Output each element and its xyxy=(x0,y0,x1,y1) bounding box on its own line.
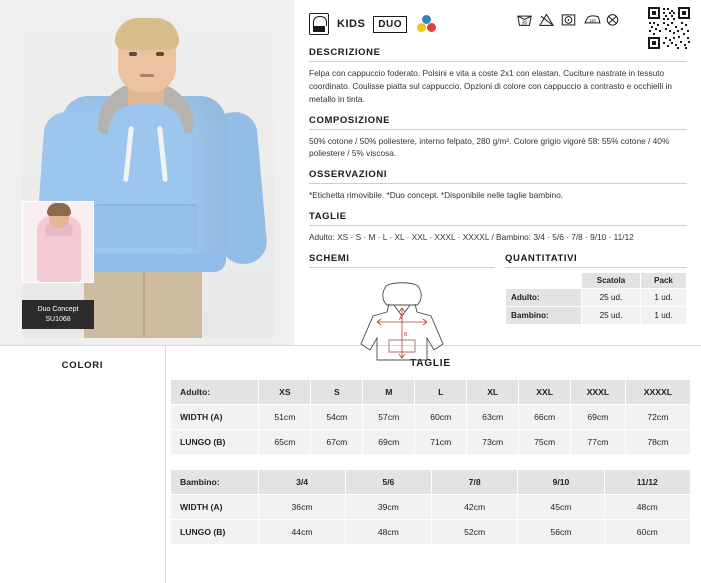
wash-30-icon xyxy=(516,12,533,27)
adulto-header-l: L xyxy=(415,380,467,405)
adulto-width-xl: 63cm xyxy=(467,405,519,430)
section-osservazioni xyxy=(309,169,687,202)
model-eye-left xyxy=(129,52,137,56)
bambino-header-label: Bambino: xyxy=(171,470,259,495)
product-caption xyxy=(22,300,94,329)
quantitativi-header-empty xyxy=(506,273,582,289)
descrizione-title: DESCRIZIONE xyxy=(309,47,687,62)
bambino-header-34: 3/4 xyxy=(259,470,345,495)
hoodie-kangaroo-pocket xyxy=(94,204,198,248)
bambino-lungo-56: 48cm xyxy=(345,520,431,545)
product-info-panel xyxy=(295,0,701,345)
quantitativi-title: QUANTITATIVI xyxy=(505,253,687,268)
adulto-width-xs: 51cm xyxy=(259,405,311,430)
adulto-header-xxxxl: XXXXL xyxy=(625,380,690,405)
adulto-width-xxxxl: 72cm xyxy=(625,405,690,430)
product-thumbnail-photo[interactable] xyxy=(22,201,94,283)
osservazioni-body: *Etichetta rimovibile. *Duo concept. *Disponibile nelle taglie bambino. xyxy=(309,190,564,201)
bambino-lungo-label: LUNGO (B) xyxy=(171,520,259,545)
bambino-width-label: WIDTH (A) xyxy=(171,495,259,520)
quantitativi-row-bambino-label: Bambino: xyxy=(506,307,582,325)
bambino-header-56: 5/6 xyxy=(345,470,431,495)
bambino-header-row xyxy=(171,470,691,495)
composizione-body: 50% cotone / 50% poliestere, interno felpato, 280 g/m². Colore grigio vigoré 58: 55% cotone / 40% poliestere / 5% viscosa. xyxy=(309,135,670,159)
osservazioni-title: OSSERVAZIONI xyxy=(309,169,687,184)
table-row xyxy=(171,430,691,455)
thumbnail-hair xyxy=(47,203,71,216)
product-caption-code: SU1068 xyxy=(45,315,71,323)
do-not-bleach-icon xyxy=(538,12,555,27)
table-row xyxy=(506,307,687,325)
quantitativi-header-row xyxy=(506,273,687,289)
quantitativi-header-scatola: Scatola xyxy=(582,273,641,289)
svg-text:A: A xyxy=(399,316,403,323)
quantitativi-row-bambino-scatola: 25 ud. xyxy=(582,307,641,325)
model-eye-right xyxy=(156,52,164,56)
composizione-title: COMPOSIZIONE xyxy=(309,115,687,130)
bambino-width-56: 39cm xyxy=(345,495,431,520)
adulto-lungo-xxl: 75cm xyxy=(519,430,571,455)
taglie-body: Adulto: XS · S · M · L · XL · XXL · XXXL · XXXXL / Bambino: 3/4 · 5/6 · 7/8 · 9/10 · 11/12 xyxy=(309,232,634,243)
adulto-lungo-s: 67cm xyxy=(311,430,363,455)
product-image-panel xyxy=(0,0,295,345)
adulto-header-xs: XS xyxy=(259,380,311,405)
dot-red-icon xyxy=(427,23,436,32)
care-instructions-row xyxy=(516,12,621,27)
quantitativi-row-adulto-label: Adulto: xyxy=(506,289,582,307)
bambino-header-78: 7/8 xyxy=(431,470,517,495)
tumble-dry-icon xyxy=(560,12,577,27)
quantitativi-table xyxy=(505,272,687,325)
kids-label: KIDS xyxy=(337,18,366,30)
adulto-header-xl: XL xyxy=(467,380,519,405)
product-main-photo xyxy=(22,8,274,338)
adulto-header-s: S xyxy=(311,380,363,405)
bambino-size-table xyxy=(170,469,691,545)
adulto-lungo-xl: 73cm xyxy=(467,430,519,455)
schemi-title: SCHEMI xyxy=(309,253,495,268)
adulto-width-m: 57cm xyxy=(363,405,415,430)
quantitativi-header-pack: Pack xyxy=(641,273,687,289)
brand-row xyxy=(309,10,687,38)
adulto-lungo-xxxl: 77cm xyxy=(571,430,626,455)
svg-text:B: B xyxy=(404,332,408,339)
bambino-width-910: 45cm xyxy=(518,495,604,520)
do-not-dry-clean-icon xyxy=(604,12,621,27)
adulto-header-row xyxy=(171,380,691,405)
quantitativi-row-adulto-scatola: 25 ud. xyxy=(582,289,641,307)
table-row xyxy=(171,520,691,545)
bambino-lungo-34: 44cm xyxy=(259,520,345,545)
bottom-section xyxy=(0,345,701,583)
adulto-width-s: 54cm xyxy=(311,405,363,430)
taglie-panel xyxy=(166,346,701,583)
bambino-lungo-1112: 60cm xyxy=(604,520,690,545)
adulto-width-l: 60cm xyxy=(415,405,467,430)
adulto-header-xxxl: XXXL xyxy=(571,380,626,405)
adulto-width-xxl: 66cm xyxy=(519,405,571,430)
bambino-width-34: 36cm xyxy=(259,495,345,520)
colori-panel xyxy=(0,346,166,583)
table-row xyxy=(506,289,687,307)
adulto-header-xxl: XXL xyxy=(519,380,571,405)
hoodie-pictogram-icon xyxy=(309,13,329,35)
bambino-width-78: 42cm xyxy=(431,495,517,520)
adulto-size-table xyxy=(170,379,691,455)
adulto-header-m: M xyxy=(363,380,415,405)
duo-label: DUO xyxy=(373,16,407,33)
quantitativi-row-bambino-pack: 1 ud. xyxy=(641,307,687,325)
model-hair xyxy=(115,18,179,50)
adulto-lungo-m: 69cm xyxy=(363,430,415,455)
adulto-header-label: Adulto: xyxy=(171,380,259,405)
model-mouth xyxy=(140,74,154,77)
hoodie-collar xyxy=(108,104,184,140)
adulto-lungo-l: 71cm xyxy=(415,430,467,455)
adulto-lungo-xs: 65cm xyxy=(259,430,311,455)
taglie-title: TAGLIE xyxy=(309,211,687,226)
quantitativi-row-adulto-pack: 1 ud. xyxy=(641,289,687,307)
adulto-width-label: WIDTH (A) xyxy=(171,405,259,430)
adulto-width-xxxl: 69cm xyxy=(571,405,626,430)
adulto-lungo-label: LUNGO (B) xyxy=(171,430,259,455)
colori-title: COLORI xyxy=(61,360,104,371)
bambino-lungo-78: 52cm xyxy=(431,520,517,545)
color-dots-icon xyxy=(417,15,437,33)
descrizione-body: Felpa con cappuccio foderato. Polsini e vita a coste 2x1 con elastan. Cuciture nastrate in tessuto coordinato. Coulisse piatta sul cappuccio. Opzioni di colore con cappuccio a contrasto e occhielli in metallo in tinta. xyxy=(309,68,672,104)
section-descrizione xyxy=(309,47,687,106)
svg-text:110: 110 xyxy=(589,18,596,23)
hoodie-technical-drawing xyxy=(337,278,467,364)
table-row xyxy=(171,405,691,430)
svg-text:30: 30 xyxy=(521,20,528,27)
bambino-width-1112: 48cm xyxy=(604,495,690,520)
taglie-section-title: TAGLIE xyxy=(410,358,451,369)
product-caption-name: Duo Concept xyxy=(37,306,79,314)
table-row xyxy=(171,495,691,520)
table-spacer xyxy=(170,455,691,469)
adulto-lungo-xxxxl: 78cm xyxy=(625,430,690,455)
section-composizione xyxy=(309,115,687,161)
bambino-lungo-910: 56cm xyxy=(518,520,604,545)
bambino-header-910: 9/10 xyxy=(518,470,604,495)
dot-yellow-icon xyxy=(417,23,426,32)
section-taglie-list xyxy=(309,211,687,244)
qr-code-icon[interactable] xyxy=(647,6,691,50)
iron-110-icon xyxy=(582,12,599,27)
bambino-header-1112: 11/12 xyxy=(604,470,690,495)
